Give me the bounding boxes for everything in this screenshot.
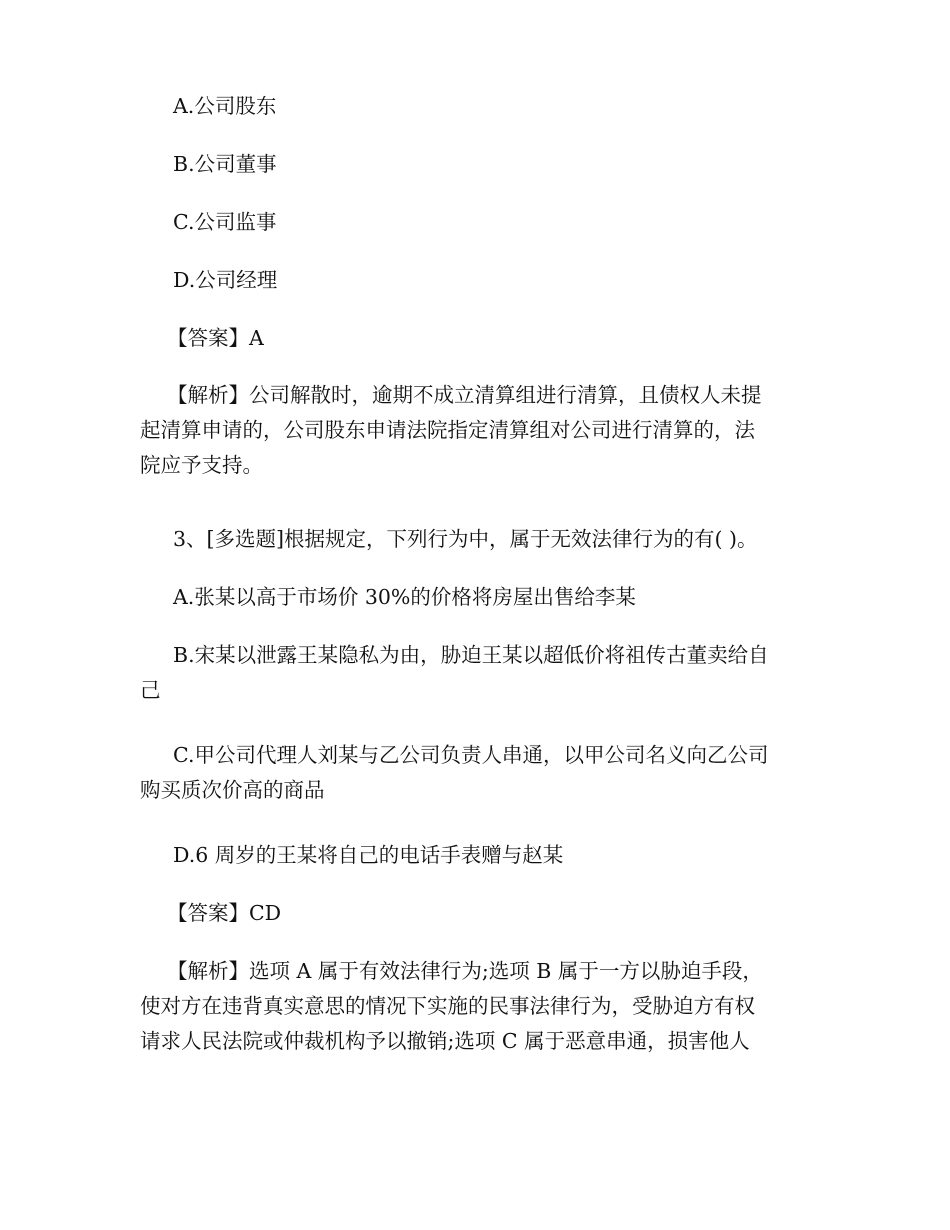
option-b-text: B.宋某以泄露王某隐私为由，胁迫王某以超低价将祖传古董卖给自	[173, 643, 769, 667]
option-a	[140, 583, 820, 612]
answer	[140, 899, 820, 928]
analysis	[140, 957, 820, 1056]
analysis-line: 【解析】选项 A 属于有效法律行为;选项 B 属于一方以胁迫手段，	[167, 959, 763, 983]
option-a-text: A.张某以高于市场价 30%的价格将房屋出售给李某	[173, 585, 636, 609]
option-b-text: 己	[140, 678, 161, 702]
question-stem-text: 3、[多选题]根据规定，下列行为中，属于无效法律行为的有( )。	[173, 527, 758, 551]
option-d	[140, 841, 820, 870]
analysis-line: 使对方在违背真实意思的情况下实施的民事法律行为，受胁迫方有权	[140, 994, 755, 1018]
option-d-text: D.公司经理	[173, 268, 278, 292]
option-c-text: C.甲公司代理人刘某与乙公司负责人串通，以甲公司名义向乙公司	[173, 743, 769, 767]
analysis-line: 院应予支持。	[140, 453, 263, 477]
answer-text: 【答案】A	[167, 326, 264, 350]
option-a	[140, 92, 820, 121]
analysis-line: 请求人民法院或仲裁机构予以撤销;选项 C 属于恶意串通，损害他人	[140, 1029, 750, 1053]
option-c-text: 购买质次价高的商品	[140, 778, 325, 802]
option-b	[140, 641, 820, 705]
option-a-text: A.公司股东	[173, 94, 277, 118]
analysis-line: 【解析】公司解散时，逾期不成立清算组进行清算，且债权人未提	[167, 383, 762, 407]
option-d	[140, 266, 820, 295]
question-stem	[140, 525, 820, 554]
analysis	[140, 381, 820, 480]
option-b-text: B.公司董事	[173, 152, 277, 176]
option-c	[140, 208, 820, 237]
answer	[140, 324, 820, 353]
option-c-text: C.公司监事	[173, 210, 277, 234]
option-d-text: D.6 周岁的王某将自己的电话手表赠与赵某	[173, 843, 564, 867]
option-b	[140, 150, 820, 179]
answer-text: 【答案】CD	[167, 901, 282, 925]
analysis-line: 起清算申请的，公司股东申请法院指定清算组对公司进行清算的，法	[140, 418, 755, 442]
option-c	[140, 741, 820, 805]
